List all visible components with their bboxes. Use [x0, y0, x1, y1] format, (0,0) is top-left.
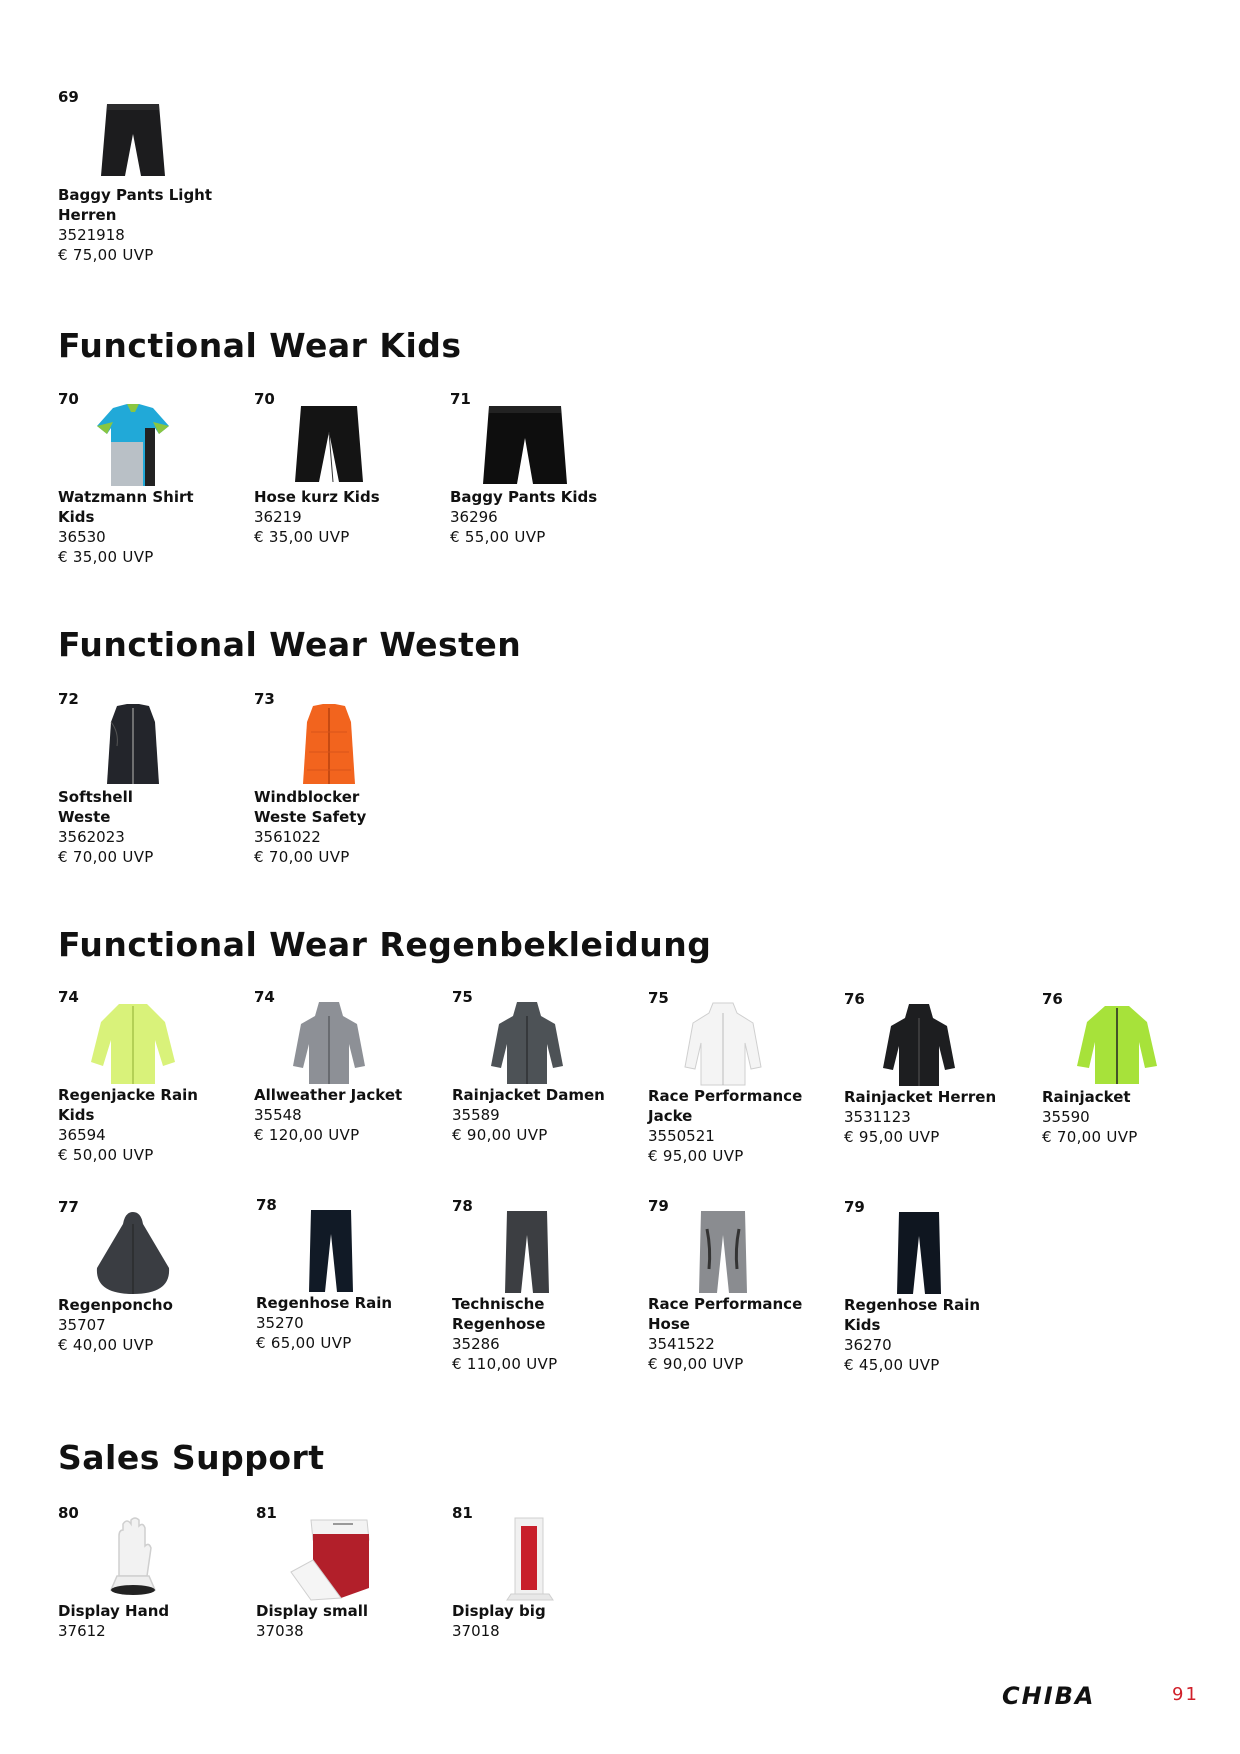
- product-info: [256, 1293, 436, 1353]
- page-reference: 79: [844, 1198, 865, 1216]
- brand-text: CHIBA: [1002, 1683, 1096, 1709]
- page-reference: 80: [58, 1504, 79, 1522]
- product-code: 3531123: [844, 1108, 911, 1126]
- product-code: 3562023: [58, 828, 125, 846]
- product-name: Race Performance Hose: [648, 1295, 803, 1333]
- product-name: Rainjacket Herren: [844, 1088, 997, 1106]
- product-info: [256, 1601, 436, 1641]
- product-code: 3550521: [648, 1127, 715, 1145]
- product-code: 35286: [452, 1335, 500, 1353]
- product-price: € 95,00 UVP: [844, 1128, 940, 1146]
- product-info: [58, 1295, 238, 1355]
- pants-navy-icon: [281, 1208, 381, 1294]
- product-name: Rainjacket: [1042, 1088, 1131, 1106]
- product-info: [254, 787, 434, 867]
- page-reference: 70: [58, 390, 79, 408]
- poncho-icon: [83, 1210, 183, 1296]
- jacket-grey-icon: [279, 1000, 379, 1086]
- product-price: € 55,00 UVP: [450, 528, 546, 546]
- display-small-icon: [281, 1516, 381, 1602]
- page-reference: 81: [452, 1504, 473, 1522]
- product-price: € 35,00 UVP: [58, 548, 154, 566]
- display-hand-icon: [83, 1516, 183, 1602]
- product-name: Regenhose Rain: [256, 1294, 393, 1312]
- page-reference: 71: [450, 390, 471, 408]
- pants-transparent-icon: [673, 1209, 773, 1295]
- product-code: 36270: [844, 1336, 892, 1354]
- product-code: 37612: [58, 1622, 106, 1640]
- product-code: 3541522: [648, 1335, 715, 1353]
- pants-navy-icon: [869, 1210, 969, 1296]
- page-reference: 75: [648, 989, 669, 1007]
- page-reference: 74: [58, 988, 79, 1006]
- product-info: [58, 1601, 238, 1641]
- product-name: Technische Regenhose: [452, 1295, 546, 1333]
- product-info: [450, 487, 630, 547]
- product-info: [452, 1601, 632, 1641]
- product-info: [844, 1087, 1024, 1147]
- product-code: 35707: [58, 1316, 106, 1334]
- page-reference: 76: [844, 990, 865, 1008]
- product-code: 36296: [450, 508, 498, 526]
- product-name: Softshell Weste: [58, 788, 133, 826]
- page-reference: 78: [452, 1197, 473, 1215]
- product-name: Windblocker Weste Safety: [254, 788, 367, 826]
- product-price: € 70,00 UVP: [254, 848, 350, 866]
- shorts-black-icon: [475, 402, 575, 488]
- product-price: € 75,00 UVP: [58, 246, 154, 264]
- product-info: [58, 487, 238, 567]
- product-info: [1042, 1087, 1222, 1147]
- product-info: [58, 1085, 238, 1165]
- page-reference: 72: [58, 690, 79, 708]
- jacket-white-icon: [673, 1001, 773, 1087]
- page-reference: 81: [256, 1504, 277, 1522]
- product-name: Display Hand: [58, 1602, 170, 1620]
- product-price: € 70,00 UVP: [1042, 1128, 1138, 1146]
- product-info: [452, 1085, 632, 1145]
- vest-black-icon: [83, 702, 183, 788]
- product-code: 37038: [256, 1622, 304, 1640]
- product-info: [58, 185, 238, 265]
- section-title: Sales Support: [58, 1438, 325, 1477]
- product-info: [452, 1294, 632, 1374]
- product-info: [254, 1085, 434, 1145]
- product-name: Rainjacket Damen: [452, 1086, 605, 1104]
- display-big-icon: [477, 1516, 577, 1602]
- page-reference: 78: [256, 1196, 277, 1214]
- page-reference: 75: [452, 988, 473, 1006]
- chiba-logo: [1000, 1683, 1130, 1709]
- product-code: 36530: [58, 528, 106, 546]
- page-number: 91: [1172, 1684, 1199, 1705]
- product-code: 3521918: [58, 226, 125, 244]
- product-name: Regenponcho: [58, 1296, 173, 1314]
- pants-grey-icon: [477, 1209, 577, 1295]
- product-info: [648, 1294, 828, 1374]
- section-title: Functional Wear Westen: [58, 625, 522, 664]
- page-reference: 79: [648, 1197, 669, 1215]
- product-name: Baggy Pants Light Herren: [58, 186, 213, 224]
- section-title: Functional Wear Kids: [58, 326, 462, 365]
- product-price: € 35,00 UVP: [254, 528, 350, 546]
- page-reference: 74: [254, 988, 275, 1006]
- product-price: € 65,00 UVP: [256, 1334, 352, 1352]
- product-code: 35590: [1042, 1108, 1090, 1126]
- product-info: [648, 1086, 828, 1166]
- product-code: 35548: [254, 1106, 302, 1124]
- jersey-icon: [83, 402, 183, 488]
- jacket-yellow-icon: [83, 1000, 183, 1086]
- product-info: [844, 1295, 1024, 1375]
- product-price: € 95,00 UVP: [648, 1147, 744, 1165]
- product-info: [254, 487, 434, 547]
- product-code: 36219: [254, 508, 302, 526]
- page-reference: 70: [254, 390, 275, 408]
- product-code: 3561022: [254, 828, 321, 846]
- product-code: 37018: [452, 1622, 500, 1640]
- product-price: € 120,00 UVP: [254, 1126, 360, 1144]
- page-reference: 77: [58, 1198, 79, 1216]
- jacket-black-icon: [869, 1002, 969, 1088]
- product-name: Regenjacke Rain Kids: [58, 1086, 198, 1124]
- product-name: Watzmann Shirt Kids: [58, 488, 194, 526]
- product-name: Hose kurz Kids: [254, 488, 380, 506]
- product-price: € 40,00 UVP: [58, 1336, 154, 1354]
- product-name: Display big: [452, 1602, 546, 1620]
- product-price: € 110,00 UVP: [452, 1355, 558, 1373]
- page-reference: 73: [254, 690, 275, 708]
- product-price: € 70,00 UVP: [58, 848, 154, 866]
- section-title: Functional Wear Regenbekleidung: [58, 925, 712, 964]
- product-name: Allweather Jacket: [254, 1086, 403, 1104]
- product-name: Race Performance Jacke: [648, 1087, 803, 1125]
- tights-icon: [279, 402, 379, 488]
- jacket-darkgrey-icon: [477, 1000, 577, 1086]
- product-name: Display small: [256, 1602, 369, 1620]
- product-price: € 50,00 UVP: [58, 1146, 154, 1164]
- product-price: € 45,00 UVP: [844, 1356, 940, 1374]
- product-code: 35589: [452, 1106, 500, 1124]
- shorts-black-icon: [83, 100, 183, 186]
- product-name: Baggy Pants Kids: [450, 488, 598, 506]
- product-price: € 90,00 UVP: [452, 1126, 548, 1144]
- vest-orange-icon: [279, 702, 379, 788]
- product-name: Regenhose Rain Kids: [844, 1296, 981, 1334]
- product-code: 35270: [256, 1314, 304, 1332]
- jacket-green-icon: [1067, 1002, 1167, 1088]
- product-price: € 90,00 UVP: [648, 1355, 744, 1373]
- page-reference: 76: [1042, 990, 1063, 1008]
- product-code: 36594: [58, 1126, 106, 1144]
- product-info: [58, 787, 238, 867]
- page-reference: 69: [58, 88, 79, 106]
